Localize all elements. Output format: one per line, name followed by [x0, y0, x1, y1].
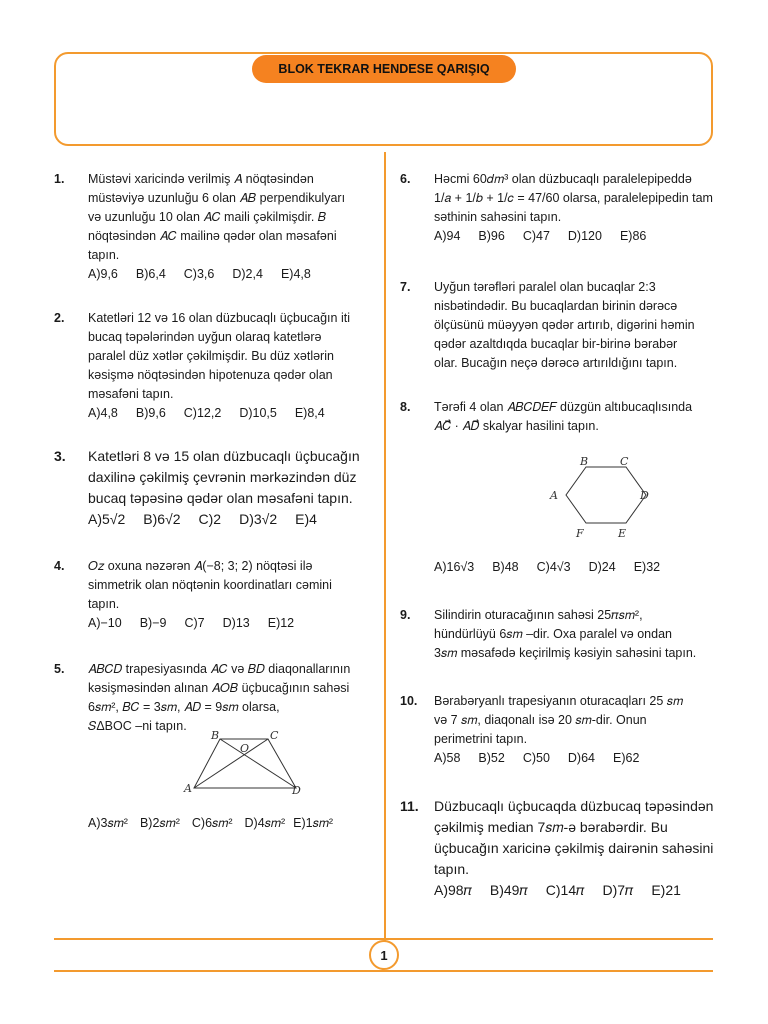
page-number: 1	[369, 940, 399, 970]
column-divider	[384, 152, 386, 942]
option-a[interactable]: A)16√3	[434, 560, 475, 574]
answer-options	[434, 749, 683, 768]
page-title: BLOK TEKRAR HENDESE QARIŞIQ	[252, 55, 516, 83]
question-line: kəsişməsindən alınan 𝐴𝑂𝐵 üçbucağının sahəsi	[88, 681, 350, 695]
vertex-label-f: F	[576, 527, 584, 540]
question-number: 4.	[54, 559, 65, 573]
question-line: səthinin sahəsini tapın.	[434, 210, 562, 224]
vertex-label-e: E	[618, 527, 627, 540]
option-d[interactable]: D)4𝑠𝑚²	[244, 816, 286, 830]
question-line: və uzunluğu 10 olan 𝐴𝐶 maili çəkilmişdir. 𝐵	[88, 210, 327, 224]
question-line: müstəviyə uzunluğu 6 olan 𝐴𝐵 perpendikulyarı	[88, 191, 346, 205]
vertex-label-d: D	[640, 489, 649, 502]
option-e[interactable]: E)4,8	[280, 267, 311, 281]
question-line: Silindirin oturacağının sahəsi 25𝜋𝑠𝑚²,	[434, 608, 643, 622]
question-line: ölçüsünü müəyyən qədər artırıb, digərini həmin	[434, 318, 695, 332]
question-line: daxilinə çəkilmiş çevrənin mərkəzindən düz	[88, 469, 357, 485]
option-d[interactable]: D)10,5	[239, 406, 277, 420]
question-line: perimetrini tapın.	[434, 732, 528, 746]
option-c[interactable]: C)2	[198, 511, 222, 527]
trapezoid-figure	[180, 728, 310, 798]
option-a[interactable]: A)94	[434, 229, 461, 243]
answer-options	[88, 404, 350, 423]
question-line: Düzbucaqlı üçbucaqda düzbucaq təpəsindən	[434, 798, 714, 814]
question-line: çəkilmiş median 7𝑠𝑚-ə bərabərdir. Bu	[434, 819, 668, 835]
question-line: paralel düz xətlər çəkilmişdir. Bu düz xətlərin	[88, 349, 334, 363]
vertex-label-d: D	[292, 784, 301, 797]
option-e[interactable]: E)32	[633, 560, 661, 574]
question-line: tapın.	[88, 248, 120, 262]
question-line: Həcmi 60𝑑𝑚³ olan düzbucaqlı paralelepipeddə	[434, 172, 692, 186]
option-c[interactable]: C)12,2	[183, 406, 222, 420]
question-8-options	[434, 558, 678, 577]
option-a[interactable]: A)5√2	[88, 511, 126, 527]
question-line: tapın.	[434, 861, 470, 877]
question-number: 6.	[400, 172, 411, 186]
option-b[interactable]: B)96	[478, 229, 505, 243]
option-b[interactable]: B)6,4	[135, 267, 166, 281]
question-5-options	[88, 814, 351, 833]
answer-options	[434, 558, 678, 577]
answer-options	[434, 227, 713, 246]
question-line: məsafəni tapın.	[88, 387, 174, 401]
option-d[interactable]: D)120	[567, 229, 602, 243]
option-b[interactable]: B)2𝑠𝑚²	[139, 816, 180, 830]
hexagon-figure	[540, 452, 660, 542]
question-line: bucaq təpəsinə qədər olan məsafəni tapın.	[88, 490, 353, 506]
question-line: 𝐴𝐵𝐶𝐷 trapesiyasında 𝐴𝐶 və 𝐵𝐷 diaqonallarının	[88, 662, 351, 676]
question-line: 1/𝑎 + 1/𝑏 + 1/𝑐 = 47/60 olarsa, paralelepipedin tam	[434, 191, 713, 205]
question-line: 6𝑠𝑚², 𝐵𝐶 = 3𝑠𝑚, 𝐴𝐷 = 9𝑠𝑚 olarsa,	[88, 700, 280, 714]
question-number: 8.	[400, 400, 411, 414]
option-c[interactable]: C)50	[522, 751, 550, 765]
answer-options	[88, 614, 332, 633]
question-number: 1.	[54, 172, 65, 186]
question-number: 3.	[54, 448, 66, 464]
question-number: 9.	[400, 608, 411, 622]
vertex-label-a: A	[184, 782, 192, 795]
question-line: Tərəfi 4 olan 𝐴𝐵𝐶𝐷𝐸𝐹 düzgün altıbucaqlısında	[434, 400, 693, 414]
intersection-label-o: O	[240, 742, 250, 755]
option-e[interactable]: E)12	[267, 616, 295, 630]
question-number: 7.	[400, 280, 411, 294]
question-line: və 7 𝑠𝑚, diaqonalı isə 20 𝑠𝑚-dir. Onun	[434, 713, 647, 727]
question-line: 3𝑠𝑚 məsafədə keçirilmiş kəsiyin sahəsini tapın.	[434, 646, 697, 660]
vertex-label-c: C	[620, 455, 629, 468]
option-a[interactable]: A)98𝜋	[434, 882, 472, 898]
option-a[interactable]: A)3𝑠𝑚²	[88, 816, 128, 830]
option-b[interactable]: B)48	[492, 560, 519, 574]
question-number: 10.	[400, 694, 418, 708]
question-number: 11.	[400, 798, 419, 814]
answer-options	[88, 814, 351, 833]
vertex-label-a: A	[550, 489, 558, 502]
option-d[interactable]: D)7𝜋	[602, 882, 634, 898]
question-line: nöqtəsindən 𝐴𝐶 mailinə qədər olan məsafəni	[88, 229, 337, 243]
option-a[interactable]: A)58	[434, 751, 461, 765]
question-line: olar. Bucağın neçə dərəcə artırıldığını tapın.	[434, 356, 678, 370]
option-e[interactable]: E)8,4	[294, 406, 325, 420]
question-line: Katetləri 8 və 15 olan düzbucaqlı üçbucağın	[88, 448, 360, 464]
option-a[interactable]: A)4,8	[88, 406, 118, 420]
option-e[interactable]: E)21	[651, 882, 681, 898]
option-d[interactable]: D)24	[588, 560, 616, 574]
option-e[interactable]: E)1𝑠𝑚²	[293, 816, 334, 830]
option-d[interactable]: D)13	[222, 616, 250, 630]
question-line: Katetləri 12 və 16 olan düzbucaqlı üçbucağın iti	[88, 311, 350, 325]
question-line: Müstəvi xaricində verilmiş 𝐴 nöqtəsindən	[88, 172, 314, 186]
option-c[interactable]: C)47	[522, 229, 550, 243]
option-d[interactable]: D)3√2	[239, 511, 278, 527]
question-line: qədər azaltdıqda bucaqlar bir-birinə bərabər	[434, 337, 678, 351]
question-line: simmetrik olan nöqtənin koordinatları cəmini	[88, 578, 332, 592]
footer-rule-bottom	[54, 970, 713, 972]
question-line: 𝑂𝑧 oxuna nəzərən 𝐴(−8; 3; 2) nöqtəsi ilə	[88, 559, 313, 573]
option-a[interactable]: A)−10	[88, 616, 122, 630]
option-b[interactable]: B)6√2	[143, 511, 181, 527]
option-c[interactable]: C)14𝜋	[545, 882, 585, 898]
answer-options	[88, 265, 345, 284]
option-e[interactable]: E)4	[295, 511, 317, 527]
option-c[interactable]: C)4√3	[536, 560, 571, 574]
question-line: nisbətindədir. Bu bucaqlardan birinin dərəcə	[434, 299, 678, 313]
question-line: hündürlüyü 6𝑠𝑚 –dir. Oxa paralel və ondan	[434, 627, 672, 641]
option-b[interactable]: B)52	[478, 751, 505, 765]
question-line: tapın.	[88, 597, 120, 611]
question-line: Bərabəryanlı trapesiyanın oturacaqları 25 𝑠𝑚	[434, 694, 684, 708]
answer-options	[434, 880, 713, 901]
question-line: bucaq təpələrindən uyğun olaraq katetlərə	[88, 330, 322, 344]
option-c[interactable]: C)3,6	[183, 267, 215, 281]
option-a[interactable]: A)9,6	[88, 267, 118, 281]
option-d[interactable]: D)64	[567, 751, 595, 765]
option-e[interactable]: E)86	[619, 229, 647, 243]
vertex-label-b: B	[211, 729, 220, 742]
option-e[interactable]: E)62	[613, 751, 640, 765]
answer-options	[88, 509, 360, 530]
question-line: Uyğun tərəfləri paralel olan bucaqlar 2:3	[434, 280, 656, 294]
option-c[interactable]: C)7	[184, 616, 205, 630]
question-line: 𝑆ΔBOC –ni tapın.	[88, 719, 187, 733]
vertex-label-b: B	[580, 455, 589, 468]
question-line: 𝐴𝐶⃗ · 𝐴𝐷⃗ skalyar hasilini tapın.	[434, 419, 599, 433]
question-number: 2.	[54, 311, 65, 325]
option-c[interactable]: C)6𝑠𝑚²	[191, 816, 233, 830]
question-number: 5.	[54, 662, 65, 676]
option-d[interactable]: D)2,4	[232, 267, 263, 281]
option-b[interactable]: B)49𝜋	[489, 882, 528, 898]
option-b[interactable]: B)9,6	[135, 406, 166, 420]
question-line: üçbucağın xaricinə çəkilmiş dairənin sahəsini	[434, 840, 714, 856]
question-line: kəsişmə nöqtəsindən hipotenuza qədər olan	[88, 368, 333, 382]
vertex-label-c: C	[270, 729, 279, 742]
option-b[interactable]: B)−9	[139, 616, 167, 630]
